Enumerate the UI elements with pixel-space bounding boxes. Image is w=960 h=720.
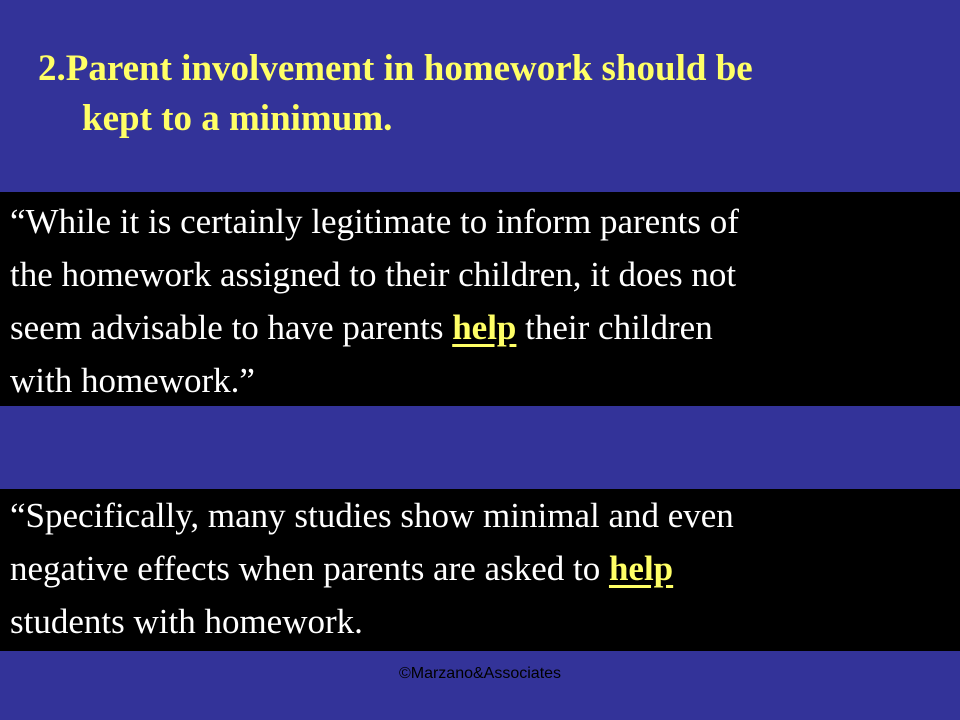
quote2-line-2-before: negative effects when parents are asked to <box>10 549 609 588</box>
quote1-line-3-after: their children <box>516 308 713 347</box>
help-highlight-1: help <box>452 308 517 347</box>
quote-block-2 <box>0 489 960 651</box>
quote1-line-4: with homework.” <box>10 361 255 400</box>
quote-block-1 <box>0 192 960 406</box>
title-line-2: kept to a minimum. <box>82 98 393 139</box>
quote2-line-3: students with homework. <box>10 602 363 641</box>
quote2-line-2 <box>10 542 960 595</box>
quote1-line-2: the homework assigned to their children, it does not <box>10 255 737 294</box>
help-highlight-2: help <box>608 549 674 588</box>
title-line-1: 2.Parent involvement in homework should be <box>38 48 753 89</box>
quote1-line-1: “While it is certainly legitimate to inform parents of <box>10 202 739 241</box>
quote1-line-3-before: seem advisable to have parents <box>10 308 453 347</box>
quote2-line-1: “Specifically, many studies show minimal and even <box>10 496 734 535</box>
quote1-line-3 <box>10 301 960 354</box>
footer-copyright: ©Marzano&Associates <box>398 665 562 682</box>
